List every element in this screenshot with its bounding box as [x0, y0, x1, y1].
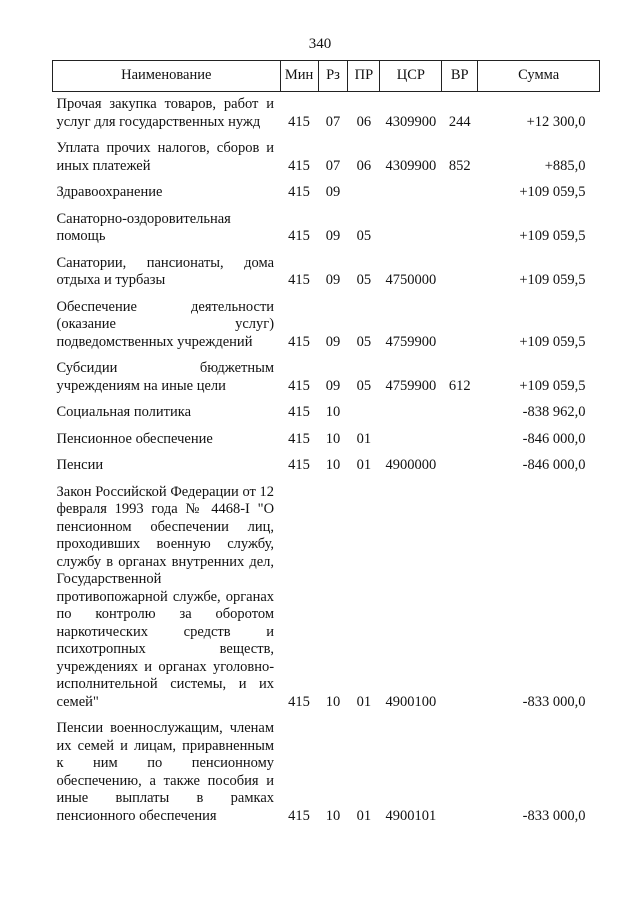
cell-name: Пенсии [56, 457, 104, 473]
table-row [53, 716, 600, 830]
cell-vr [442, 400, 478, 427]
cell-rz: 10 [325, 807, 341, 824]
cell-name: Закон Российской Федерации от 12 февраля 1993 года № 4468-I "О пенсионном обеспечении лиц, проходивших военную службу, службу в органах внутренних дел, Государственной противопожарной службе, органах по контролю за оборотом наркотических средств и психотропных веществ, учреждениях и органах уголовно-исполнительной системы, и их семей" [56, 483, 275, 710]
cell-pr: 01 [356, 430, 372, 447]
cell-pr: 01 [356, 807, 372, 824]
cell-pr: 05 [356, 377, 372, 394]
cell-vr [442, 716, 478, 830]
cell-sum: +109 059,5 [519, 333, 586, 350]
cell-sum: -846 000,0 [522, 430, 586, 447]
cell-vr [442, 453, 478, 480]
cell-min: 415 [288, 377, 310, 394]
cell-csr [380, 180, 442, 207]
cell-name: Прочая закупка товаров, работ и услуг для государственных нужд [56, 96, 275, 130]
cell-pr: 05 [356, 333, 372, 350]
cell-sum: +109 059,5 [519, 228, 586, 244]
table-row [53, 453, 600, 480]
cell-min: 415 [288, 457, 310, 473]
cell-name: Пенсионное обеспечение [56, 430, 213, 447]
page-number: 340 [308, 36, 332, 52]
table-row [53, 92, 600, 137]
cell-name: Санаторно-оздоровительная помощь [56, 210, 231, 244]
cell-vr: 852 [448, 157, 471, 174]
cell-vr [442, 207, 478, 251]
cell-csr [380, 400, 442, 427]
cell-sum: -833 000,0 [522, 693, 586, 710]
cell-vr [442, 480, 478, 717]
cell-name: Обеспечение деятельности (оказание услуг) подведомственных учреждений [56, 298, 275, 350]
cell-vr [442, 180, 478, 207]
cell-csr: 4759900 [385, 377, 437, 394]
cell-min: 415 [288, 228, 310, 244]
cell-min: 415 [288, 693, 310, 710]
cell-min: 415 [288, 184, 310, 200]
table-row [53, 295, 600, 357]
cell-sum: +109 059,5 [519, 272, 586, 288]
cell-min: 415 [288, 157, 310, 174]
table-header-row [53, 61, 600, 92]
cell-sum: -838 962,0 [522, 404, 586, 420]
cell-min: 415 [288, 430, 310, 447]
header-sum: Сумма [478, 61, 600, 92]
cell-rz: 09 [325, 184, 341, 200]
cell-rz: 07 [325, 113, 341, 130]
cell-pr: 06 [356, 157, 372, 174]
cell-rz: 10 [325, 457, 341, 473]
cell-rz: 07 [325, 157, 341, 174]
cell-csr: 4900000 [385, 457, 437, 473]
table-row [53, 251, 600, 295]
cell-pr [348, 180, 380, 207]
cell-rz: 09 [325, 228, 341, 244]
cell-min: 415 [288, 404, 310, 420]
header-rz: Рз [318, 61, 348, 92]
cell-csr: 4900100 [385, 693, 437, 710]
cell-vr: 612 [448, 377, 471, 394]
cell-rz: 09 [325, 272, 341, 288]
cell-rz: 09 [325, 333, 341, 350]
cell-pr [348, 400, 380, 427]
cell-rz: 10 [325, 430, 341, 447]
cell-csr: 4759900 [385, 333, 437, 350]
cell-vr [442, 295, 478, 357]
cell-csr: 4900101 [385, 807, 437, 824]
cell-vr [442, 427, 478, 454]
cell-sum: +109 059,5 [519, 184, 586, 200]
table-row [53, 136, 600, 180]
cell-rz: 09 [325, 377, 341, 394]
budget-table [52, 60, 600, 830]
cell-name: Социальная политика [56, 404, 192, 420]
header-min: Мин [280, 61, 318, 92]
cell-pr: 01 [356, 693, 372, 710]
cell-csr [380, 427, 442, 454]
header-pr: ПР [348, 61, 380, 92]
cell-pr: 05 [356, 228, 372, 244]
header-name: Наименование [53, 61, 281, 92]
cell-vr: 244 [448, 113, 471, 130]
cell-rz: 10 [325, 404, 341, 420]
cell-rz: 10 [325, 693, 341, 710]
cell-min: 415 [288, 807, 310, 824]
cell-pr: 06 [356, 113, 372, 130]
cell-csr: 4309900 [385, 157, 437, 174]
cell-csr: 4309900 [385, 113, 437, 130]
cell-vr [442, 251, 478, 295]
table-row [53, 207, 600, 251]
cell-name: Пенсии военнослужащим, членам их семей и лицам, приравненным к ним по пенсионному обеспечению, а также пособия и иные выплаты в рамках пенсионного обеспечения [56, 720, 275, 824]
header-vr: ВР [442, 61, 478, 92]
header-csr: ЦСР [380, 61, 442, 92]
table-row [53, 356, 600, 400]
table-row [53, 480, 600, 717]
table-row [53, 427, 600, 454]
cell-name: Санатории, пансионаты, дома отдыха и турбазы [56, 254, 275, 288]
cell-name: Здравоохранение [56, 184, 163, 200]
cell-min: 415 [288, 333, 310, 350]
table-row [53, 400, 600, 427]
cell-pr: 01 [356, 457, 372, 473]
cell-pr: 05 [356, 272, 372, 288]
cell-sum: +109 059,5 [519, 377, 586, 394]
cell-name: Субсидии бюджетным учреждениям на иные цели [56, 360, 275, 394]
cell-sum: -846 000,0 [522, 457, 586, 473]
cell-sum: -833 000,0 [522, 807, 586, 824]
cell-min: 415 [288, 272, 310, 288]
cell-csr: 4750000 [385, 272, 437, 288]
cell-min: 415 [288, 113, 310, 130]
cell-csr [380, 207, 442, 251]
cell-sum: +12 300,0 [526, 113, 586, 130]
table-row [53, 180, 600, 207]
cell-sum: +885,0 [544, 157, 586, 174]
cell-name: Уплата прочих налогов, сборов и иных платежей [56, 140, 275, 174]
